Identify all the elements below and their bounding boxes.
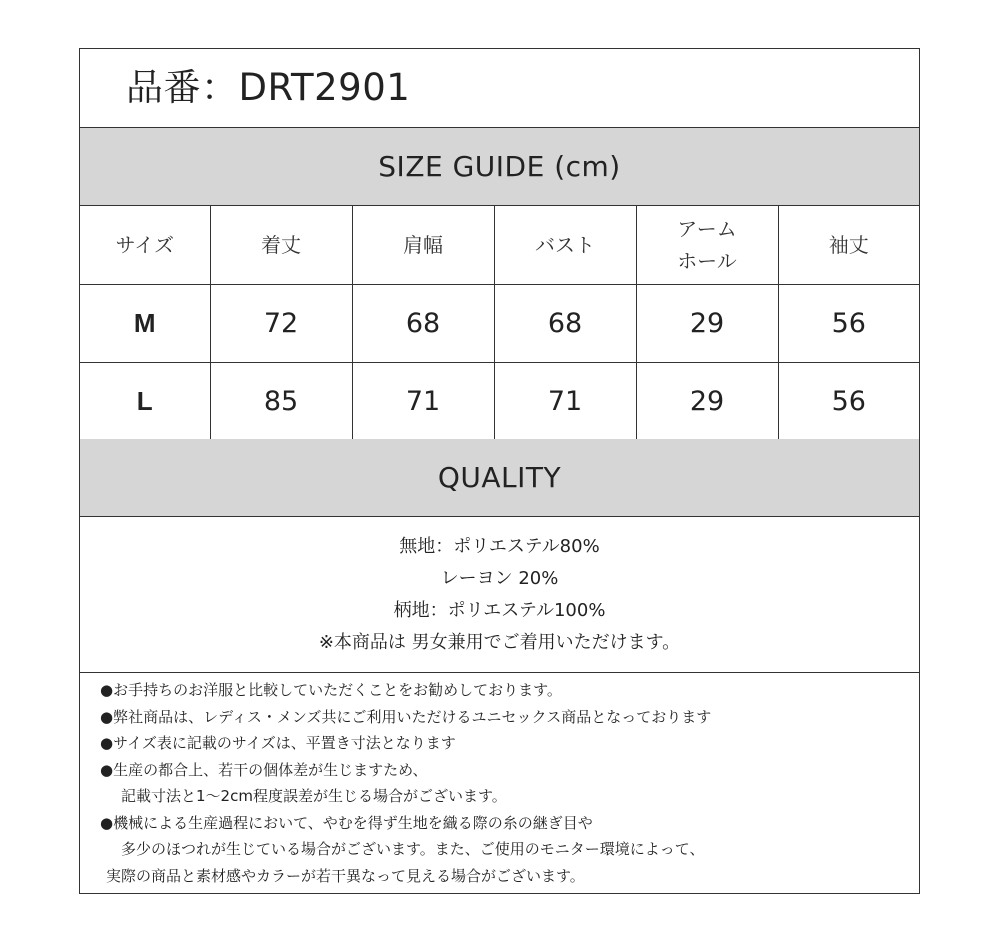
header-shoulder: 肩幅	[352, 206, 494, 284]
header-sleeve: 袖丈	[778, 206, 919, 284]
product-code-row	[80, 49, 919, 128]
header-armhole	[636, 206, 778, 284]
header-size: サイズ	[80, 206, 210, 284]
table-row	[80, 284, 919, 362]
size-table-header-row	[80, 206, 919, 284]
product-code: 品番：DRT2901	[126, 66, 411, 109]
size-guide-header	[80, 128, 919, 206]
header-armhole-line2: ホール	[677, 248, 737, 273]
note-line: ●弊社商品は、レディス・メンズ共にご利用いただけるユニセックス商品となっております	[100, 707, 712, 726]
quality-title: QUALITY	[437, 461, 562, 494]
size-label: L	[80, 362, 210, 440]
size-label: M	[80, 284, 210, 362]
material-line: 無地：ポリエステル80%	[399, 536, 600, 557]
material-info	[80, 517, 919, 673]
size-table	[80, 206, 919, 441]
note-line: 記載寸法と1～2cm程度誤差が生じる場合がございます。	[121, 787, 507, 805]
material-line: レーヨン 20%	[440, 568, 559, 589]
table-row	[80, 362, 919, 440]
quality-header	[80, 439, 919, 517]
note-line: ●サイズ表に記載のサイズは、平置き寸法となります	[100, 734, 456, 752]
material-line: 柄地：ポリエステル100%	[393, 600, 606, 621]
value-length: 72	[210, 284, 352, 362]
note-line: ●生産の都合上、若干の個体差が生じますため、	[100, 760, 428, 779]
value-armhole: 29	[636, 362, 778, 440]
header-armhole-line1: アーム	[677, 216, 737, 241]
value-sleeve: 56	[778, 362, 919, 440]
size-guide-title: SIZE GUIDE (cm)	[378, 150, 621, 183]
note-line: ●機械による生産過程において、やむを得ず生地を織る際の糸の継ぎ目や	[100, 813, 593, 832]
value-bust: 71	[494, 362, 636, 440]
notes-section	[80, 673, 919, 889]
value-sleeve: 56	[778, 284, 919, 362]
size-guide-sheet	[79, 48, 920, 894]
value-shoulder: 68	[352, 284, 494, 362]
note-line: 多少のほつれが生じている場合がございます。また、ご使用のモニター環境によって、	[121, 840, 705, 858]
value-armhole: 29	[636, 284, 778, 362]
header-bust: バスト	[494, 206, 636, 284]
value-bust: 68	[494, 284, 636, 362]
value-length: 85	[210, 362, 352, 440]
unisex-note: ※本商品は 男女兼用でご着用いただけます。	[318, 632, 681, 653]
value-shoulder: 71	[352, 362, 494, 440]
note-line: 実際の商品と素材感やカラーが若干異なって見える場合がございます。	[106, 866, 585, 885]
header-length: 着丈	[210, 206, 352, 284]
note-line: ●お手持ちのお洋服と比較していただくことをお勧めしております。	[100, 681, 562, 699]
